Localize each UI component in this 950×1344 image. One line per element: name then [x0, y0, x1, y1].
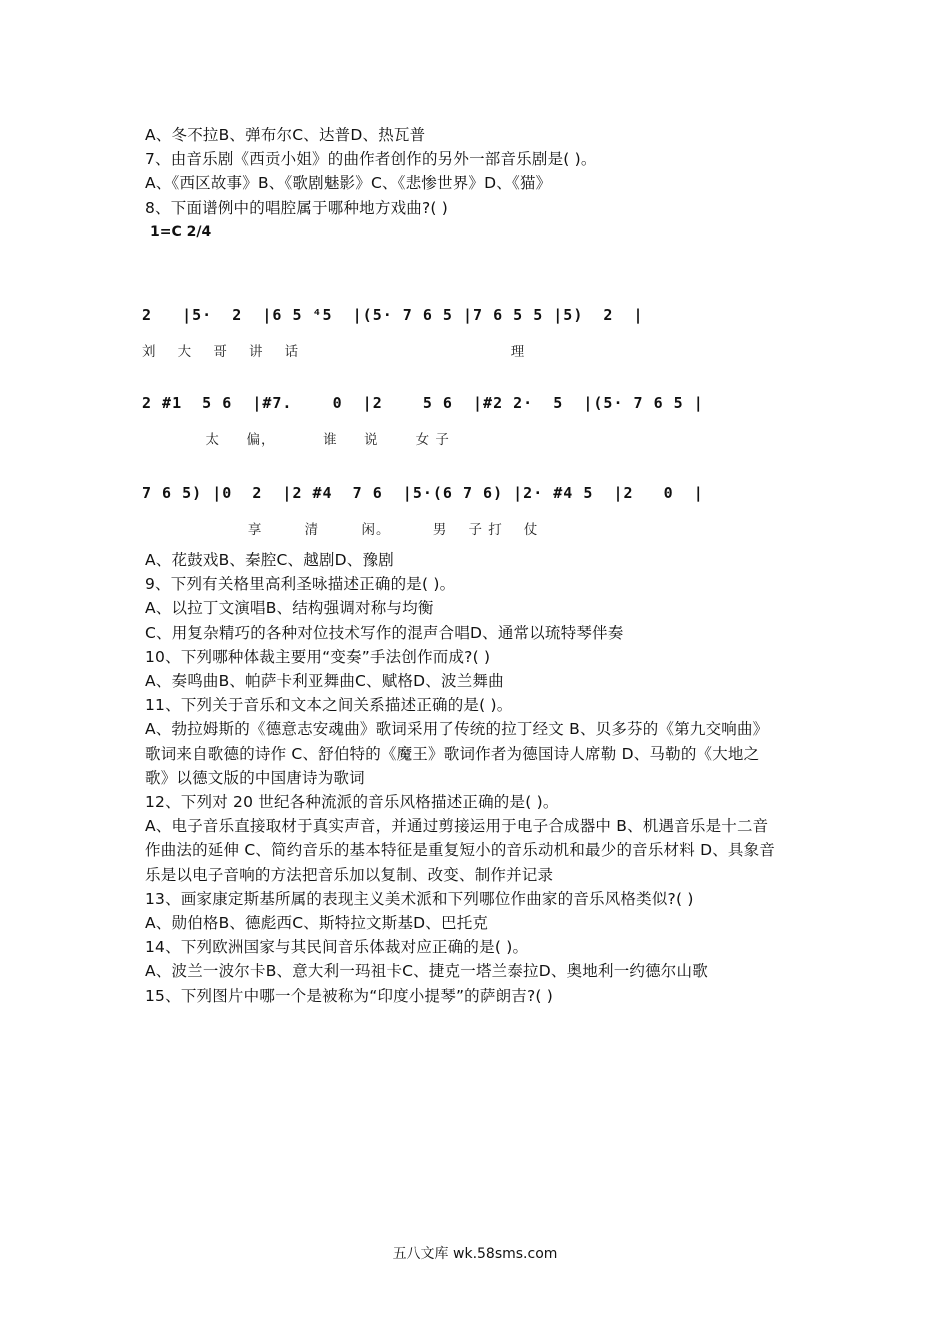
text-line: 歌》以德文版的中国唐诗为歌词 [145, 768, 365, 787]
text-line: 14、下列欧洲国家与其民间音乐体裁对应正确的是( )。 [145, 938, 529, 957]
music-score [142, 222, 732, 538]
page-footer: 五八文库 wk.58sms.com [392, 1246, 558, 1262]
question-block-bottom [145, 548, 815, 1008]
text-line: 10、下列哪种体裁主要用“变奏”手法创作而成?( ) [145, 647, 491, 666]
text-line: A、波兰一波尔卡B、意大利一玛祖卡C、捷克一塔兰泰拉D、奥地利一约德尔山歌 [145, 962, 708, 981]
score-row [142, 484, 732, 554]
text-line: 7、由音乐剧《西贡小姐》的曲作者创作的另外一部音乐剧是( )。 [145, 150, 597, 169]
text-line: A、奏鸣曲B、帕萨卡利亚舞曲C、赋格D、波兰舞曲 [145, 672, 504, 691]
score-notes: 2 |5· 2 |6 5 ⁴5 |(5· 7 6 5 |7 6 5 5 |5) 2 | [142, 306, 644, 324]
score-lyrics: 享 清 闲。 男 子 打 仗 [142, 522, 539, 538]
score-row [142, 394, 732, 464]
text-line: A、勋伯格B、德彪西C、斯特拉文斯基D、巴托克 [145, 914, 489, 933]
score-notes: 7 6 5) |0 2 |2 #4 7 6 |5·(6 7 6) |2· #4 5 |2 0 | [142, 484, 704, 502]
text-line: 歌词来自歌德的诗作 C、舒伯特的《魔王》歌词作者为德国诗人席勒 D、马勒的《大地之 [145, 744, 760, 763]
text-line: A、冬不拉B、弹布尔C、达普D、热瓦普 [145, 126, 426, 144]
text-line: 13、画家康定斯基所属的表现主义美术派和下列哪位作曲家的音乐风格类似?( ) [145, 889, 694, 908]
text-line: A、《西区故事》B、《歌剧魅影》C、《悲惨世界》D、《猫》 [145, 174, 552, 193]
score-lyrics: 刘 大 哥 讲 话 理 [142, 344, 526, 360]
score-row [142, 306, 732, 376]
text-line: 8、下面谱例中的唱腔属于哪种地方戏曲?( ) [145, 198, 449, 217]
score-notes: 2 #1 5 6 |#7. 0 |2 5 6 |#2 2· 5 |(5· 7 6 5 | [142, 394, 704, 412]
question-block-top [145, 123, 815, 220]
text-line: A、电子音乐直接取材于真实声音，并通过剪接运用于电子合成器中 B、机遇音乐是十二音 [145, 817, 769, 836]
text-line: A、以拉丁文演唱B、结构强调对称与均衡 [145, 599, 434, 618]
text-line: A、勃拉姆斯的《德意志安魂曲》歌词采用了传统的拉丁经文 B、贝多芬的《第九交响曲》 [145, 720, 769, 739]
text-line: C、用复杂精巧的各种对位技术写作的混声合唱D、通常以琉特琴伴奏 [145, 623, 624, 642]
text-line: 11、下列关于音乐和文本之间关系描述正确的是( )。 [145, 696, 513, 715]
text-line: 作曲法的延伸 C、简约音乐的基本特征是重复短小的音乐动机和最少的音乐材料 D、具象音 [145, 841, 776, 860]
text-line: 12、下列对 20 世纪各种流派的音乐风格描述正确的是( )。 [145, 793, 559, 812]
text-line: 9、下列有关格里高利圣咏描述正确的是( )。 [145, 575, 456, 594]
text-line: 乐是以电子音响的方法把音乐加以复制、改变、制作并记录 [145, 865, 554, 884]
text-line: 15、下列图片中哪一个是被称为“印度小提琴”的萨朗吉?( ) [145, 986, 554, 1005]
score-key-signature: 1=C 2/4 [150, 224, 212, 240]
score-lyrics: 太 偏， 谁 说 女 子 [142, 432, 450, 448]
text-line: A、花鼓戏B、秦腔C、越剧D、豫剧 [145, 551, 394, 569]
